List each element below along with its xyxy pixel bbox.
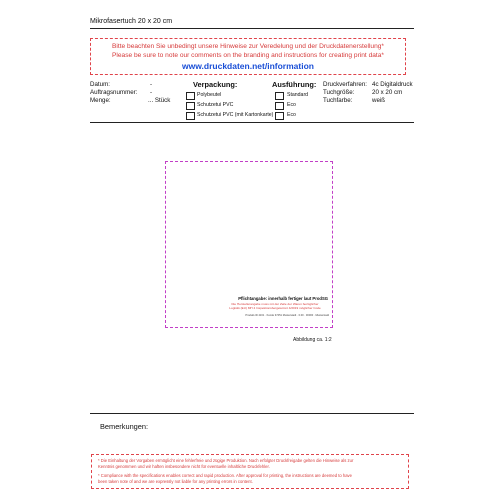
remarks-label: Bemerkungen: [100,422,149,431]
print-area-frame [165,161,333,328]
cloth-color-label: Tuchfarbe: [323,97,353,104]
quantity-value: ... Stück [148,97,171,104]
manufacturer-note-2: Logistik (EU) MH 4 Inspektionsbergeleimnt 4/2019 möglicher Code [229,306,321,310]
instructions-link[interactable]: www.druckdaten.net/information [182,61,314,71]
notice-german: Bitte beachten Sie unbedingt unsere Hinweise zur Veredelung und der Druckdatenerstellung* [112,43,384,50]
product-id-line: Produkt-ID 4161 · Kunde 37451 Musterstadt · 0.00 · 00000 · Musterstadt [245,314,329,317]
finish-option-label: Eco [287,112,296,118]
date-value: - [150,81,153,88]
finish-standard-checkbox[interactable] [275,92,284,100]
finish-eco-checkbox[interactable] [275,102,284,110]
disclaimer-box [91,454,409,489]
date-label: Datum: [90,81,110,88]
packaging-pvc-checkbox[interactable] [186,102,195,110]
packaging-option-label: Schutzetui PVC (mit Kartonkarte) [197,112,274,118]
finish-option-label: Eco [287,102,296,108]
manufacturer-note-1: Die Herstellerangabe muss mit der Zeile der Waren bezüglicher [231,302,319,306]
finish-option-label: Standard [287,92,309,98]
disclaimer-en-2: been taken note of and we are expressly not liable for any printing errors in content. [98,478,253,484]
figure-caption: Abbildung ca. 1:2 [293,337,332,343]
packaging-option-label: Polybeutel [197,92,222,98]
packaging-pvc-card-checkbox[interactable] [186,112,195,120]
disclaimer-de-2: Kenntnis genommen und wir haften insbesondere nicht für eventuelle inhaltliche Druckfehler. [98,463,270,469]
remarks-divider [90,413,414,414]
cloth-size-label: Tuchgröße: [323,89,355,96]
header-divider [90,28,414,29]
packaging-option-label: Schutzetui PVC [197,102,234,108]
product-title: Mikrofasertuch 20 x 20 cm [90,18,173,25]
packaging-polybag-checkbox[interactable] [186,92,195,100]
finish-heading: Ausführung: [272,80,317,89]
print-method-label: Druckverfahren: [323,81,368,88]
notice-english: Please be sure to note our comments on the branding and instructions for creating print data* [112,52,384,59]
disclaimer-de-1: * Die Einhaltung der Vorgaben ermöglicht eine fehlerfreie und zügige Produktion. Nach erfolgter Druckfreigabe gelten die Hinweise als zur [98,458,354,463]
quantity-label: Menge: [90,97,111,104]
finish-eco-2-checkbox[interactable] [275,112,284,120]
order-number-value: - [150,89,153,96]
instructions-notice [90,38,406,75]
disclaimer-en-1: * Compliance with the specifications enables correct and rapid production. After approval for printing, the instructions are deemed to have [98,473,352,478]
cloth-size-value: 20 x 20 cm [372,89,403,96]
mandatory-info-line: Pflichtangabe: innerhalb fertiger laut ProdSG [238,296,328,301]
order-number-label: Auftragsnummer: [90,89,138,96]
print-method-value: 4c Digitaldruck [372,81,413,88]
cloth-color-value: weiß [372,97,386,104]
info-divider [90,122,414,123]
packaging-heading: Verpackung: [193,80,238,89]
